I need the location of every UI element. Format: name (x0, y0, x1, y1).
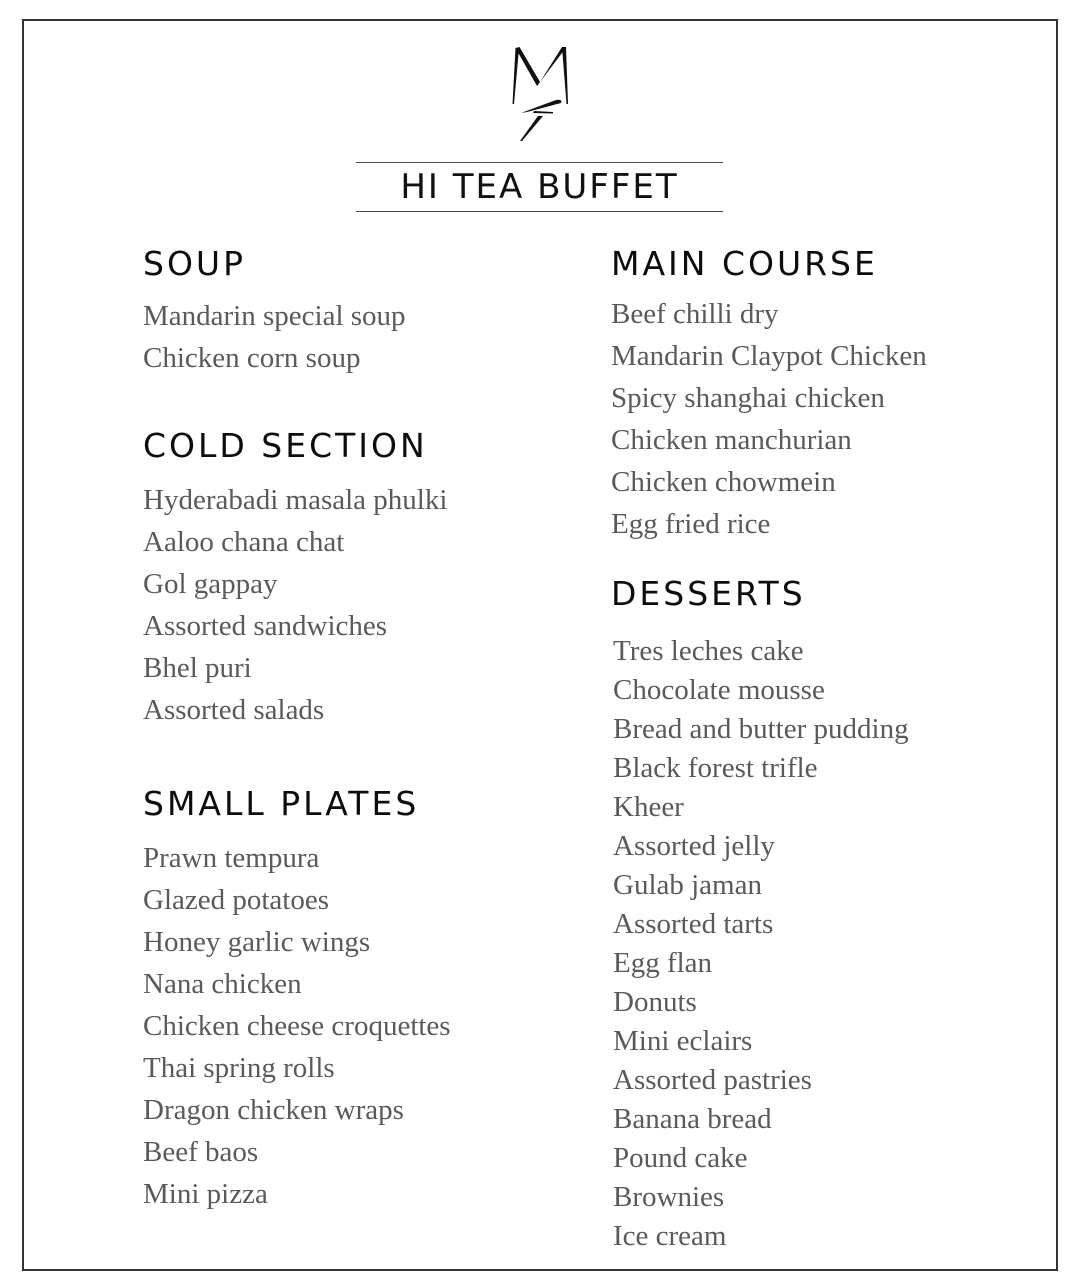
section-main-course (611, 244, 927, 545)
menu-item: Chicken cheese croquettes (143, 1010, 451, 1042)
menu-item: Mini pizza (143, 1178, 268, 1210)
menu-item: Dragon chicken wraps (143, 1094, 404, 1126)
menu-item: Banana bread (613, 1103, 772, 1135)
item-list (143, 295, 406, 379)
menu-item: Pound cake (613, 1142, 748, 1174)
menu-item: Brownies (613, 1181, 725, 1213)
menu-item: Mini eclairs (613, 1025, 753, 1057)
menu-item: Prawn tempura (143, 842, 320, 874)
mf-monogram-logo-icon (500, 40, 580, 150)
menu-item: Mandarin special soup (143, 300, 406, 332)
section-heading: MAIN COURSE (611, 244, 878, 283)
section-soup (143, 244, 406, 379)
menu-item: Bhel puri (143, 652, 252, 684)
section-heading: SOUP (143, 244, 246, 283)
title-bottom-rule (356, 211, 723, 212)
section-heading: SMALL PLATES (143, 784, 420, 823)
menu-item: Hyderabadi masala phulki (143, 484, 448, 516)
menu-item: Assorted sandwiches (143, 610, 388, 642)
menu-item: Ice cream (613, 1220, 727, 1252)
menu-item: Gulab jaman (613, 869, 762, 901)
item-list (613, 632, 909, 1256)
section-small-plates (143, 784, 451, 1215)
item-list (143, 479, 447, 731)
menu-item: Egg flan (613, 947, 713, 979)
menu-item: Black forest trifle (613, 752, 818, 784)
menu-item: Chicken corn soup (143, 342, 361, 374)
menu-item: Assorted pastries (613, 1064, 812, 1096)
menu-item: Chicken manchurian (611, 424, 852, 456)
menu-item: Aaloo chana chat (143, 526, 345, 558)
section-heading: DESSERTS (611, 574, 806, 613)
item-list (143, 837, 451, 1215)
menu-item: Mandarin Claypot Chicken (611, 340, 927, 372)
menu-item: Thai spring rolls (143, 1052, 335, 1084)
menu-item: Assorted salads (143, 694, 325, 726)
menu-item: Assorted jelly (613, 830, 775, 862)
menu-item: Honey garlic wings (143, 926, 371, 958)
section-heading: COLD SECTION (143, 426, 428, 465)
section-desserts (611, 574, 909, 1256)
menu-item: Gol gappay (143, 568, 278, 600)
menu-item: Glazed potatoes (143, 884, 330, 916)
menu-item: Tres leches cake (613, 635, 804, 667)
menu-item: Egg fried rice (611, 508, 771, 540)
menu-item: Chocolate mousse (613, 674, 825, 706)
menu-item: Assorted tarts (613, 908, 774, 940)
menu-item: Beef chilli dry (611, 298, 779, 330)
menu-item: Spicy shanghai chicken (611, 382, 885, 414)
menu-item: Donuts (613, 986, 697, 1018)
menu-item: Beef baos (143, 1136, 259, 1168)
section-cold (143, 426, 447, 731)
menu-item: Chicken chowmein (611, 466, 836, 498)
title-top-rule (356, 162, 723, 163)
menu-item: Nana chicken (143, 968, 302, 1000)
item-list (611, 293, 927, 545)
menu-item: Bread and butter pudding (613, 713, 909, 745)
menu-item: Kheer (613, 791, 684, 823)
menu-title: HI TEA BUFFET (400, 167, 679, 207)
